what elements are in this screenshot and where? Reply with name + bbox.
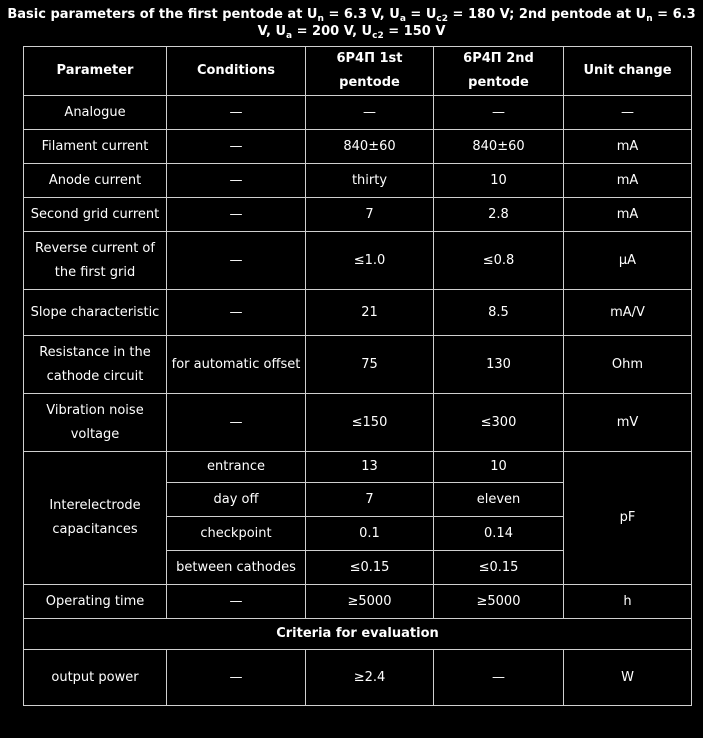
unit-cell: W [564, 650, 692, 706]
first-value-cell: ≤150 [306, 394, 434, 452]
unit-cell: — [564, 96, 692, 130]
table-row [24, 336, 692, 394]
table-row [24, 198, 692, 232]
parameters-table [23, 46, 692, 706]
header-conditions: Conditions [167, 47, 306, 96]
second-value-cell: eleven [434, 483, 564, 517]
conditions-cell: between cathodes [167, 551, 306, 585]
unit-cell: h [564, 585, 692, 619]
conditions-cell: — [167, 130, 306, 164]
unit-cell: mA [564, 198, 692, 232]
conditions-cell: — [167, 232, 306, 290]
second-value-cell: 8.5 [434, 290, 564, 336]
first-value-cell: ≤0.15 [306, 551, 434, 585]
second-value-cell: — [434, 650, 564, 706]
second-value-cell: — [434, 96, 564, 130]
table-caption [0, 0, 703, 41]
table-row [24, 290, 692, 336]
criteria-heading: Criteria for evaluation [24, 619, 692, 650]
unit-cell: Ohm [564, 336, 692, 394]
first-value-cell: ≥5000 [306, 585, 434, 619]
first-value-cell: 840±60 [306, 130, 434, 164]
first-value-cell: ≤1.0 [306, 232, 434, 290]
param-cell: Interelectrode capacitances [24, 452, 167, 585]
conditions-cell: day off [167, 483, 306, 517]
second-value-cell: 130 [434, 336, 564, 394]
table-row [24, 164, 692, 198]
first-value-cell: 0.1 [306, 517, 434, 551]
first-value-cell: thirty [306, 164, 434, 198]
param-cell: Slope characteristic [24, 290, 167, 336]
conditions-cell: for automatic offset [167, 336, 306, 394]
header-parameter: Parameter [24, 47, 167, 96]
second-value-cell: 10 [434, 164, 564, 198]
conditions-cell: — [167, 650, 306, 706]
section-row-criteria [24, 619, 692, 650]
first-value-cell: ≥2.4 [306, 650, 434, 706]
header-row [24, 47, 692, 96]
unit-cell: mA/V [564, 290, 692, 336]
param-cell: Reverse current of the first grid [24, 232, 167, 290]
param-cell: Second grid current [24, 198, 167, 232]
first-value-cell: 75 [306, 336, 434, 394]
caption-line-2: V, $U_a = 200$ V, $U_{c2} = 150$ V [257, 24, 446, 41]
param-cell: Resistance in the cathode circuit [24, 336, 167, 394]
param-cell: output power [24, 650, 167, 706]
second-value-cell: ≤0.8 [434, 232, 564, 290]
param-cell: Operating time [24, 585, 167, 619]
first-value-cell: 7 [306, 483, 434, 517]
first-value-cell: 13 [306, 452, 434, 483]
table-row [24, 232, 692, 290]
second-value-cell: ≥5000 [434, 585, 564, 619]
unit-cell: mA [564, 164, 692, 198]
second-value-cell: ≤0.15 [434, 551, 564, 585]
second-value-cell: ≤300 [434, 394, 564, 452]
conditions-cell: — [167, 585, 306, 619]
header-first-pentode: 6P4П 1st pentode [306, 47, 434, 96]
second-value-cell: 840±60 [434, 130, 564, 164]
conditions-cell: — [167, 394, 306, 452]
first-value-cell: — [306, 96, 434, 130]
param-cell: Analogue [24, 96, 167, 130]
header-unit: Unit change [564, 47, 692, 96]
unit-cell: pF [564, 452, 692, 585]
conditions-cell: — [167, 96, 306, 130]
conditions-cell: checkpoint [167, 517, 306, 551]
unit-cell: mA [564, 130, 692, 164]
second-value-cell: 10 [434, 452, 564, 483]
table-row [24, 394, 692, 452]
table-row [24, 585, 692, 619]
conditions-cell: — [167, 290, 306, 336]
first-value-cell: 21 [306, 290, 434, 336]
conditions-cell: — [167, 164, 306, 198]
param-cell: Anode current [24, 164, 167, 198]
conditions-cell: — [167, 198, 306, 232]
caption-line-1: Basic parameters of the first pentode at $U_n = 6.3$ V, $U_a = U_{c2} = 180$ V; 2nd pentode at $U_n = 6.3$ [7, 7, 696, 24]
header-second-pentode: 6P4П 2nd pentode [434, 47, 564, 96]
table-row [24, 650, 692, 706]
table-row [24, 452, 692, 483]
unit-cell: mV [564, 394, 692, 452]
param-cell: Filament current [24, 130, 167, 164]
conditions-cell: entrance [167, 452, 306, 483]
second-value-cell: 2.8 [434, 198, 564, 232]
second-value-cell: 0.14 [434, 517, 564, 551]
first-value-cell: 7 [306, 198, 434, 232]
param-cell: Vibration noise voltage [24, 394, 167, 452]
table-row [24, 96, 692, 130]
unit-cell: μA [564, 232, 692, 290]
table-row [24, 130, 692, 164]
